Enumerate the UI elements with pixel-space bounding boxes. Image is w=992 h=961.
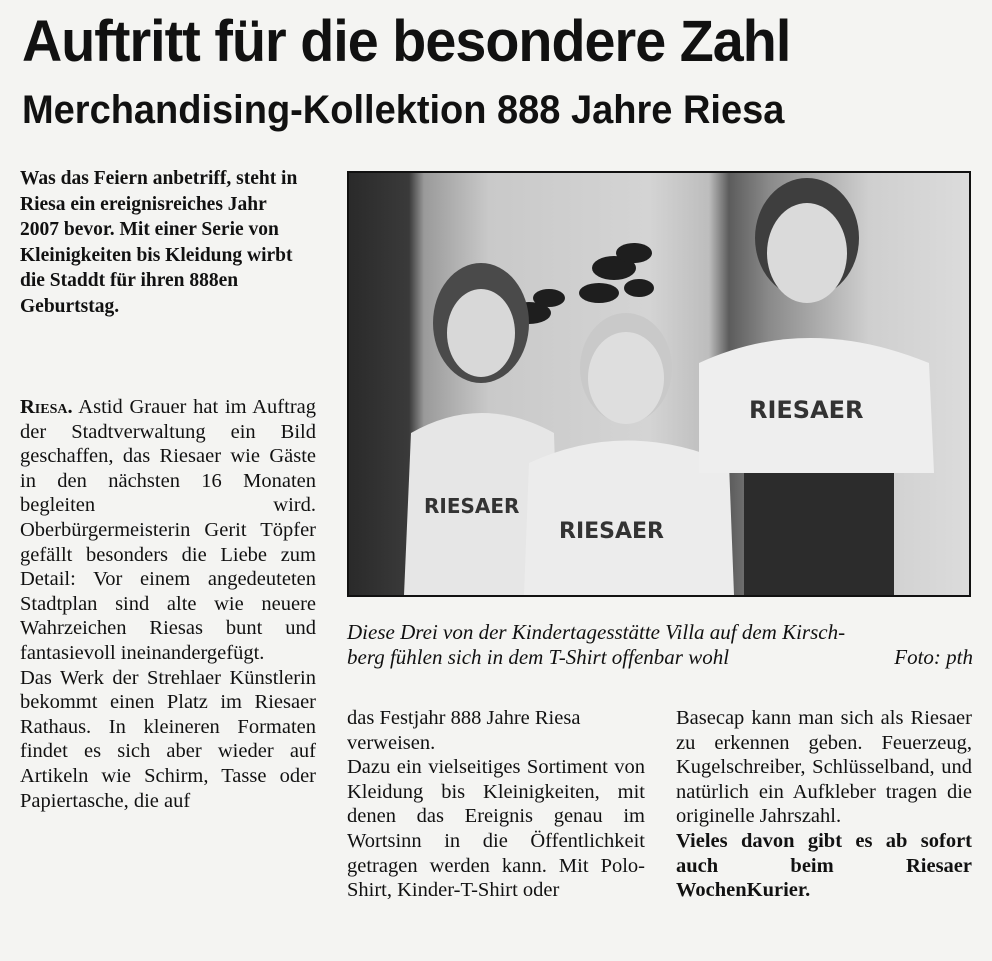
- child-right: [699, 178, 934, 595]
- plant: [507, 243, 654, 324]
- photo-caption: [347, 620, 973, 670]
- caption-line-2-row: [347, 645, 973, 670]
- column-3-paragraph-1: Basecap kann man sich als Riesaer zu erkennen geben. Feuerzeug, Kugelschreiber, Schlüsselband, und natürlich ein Aufkleber tragen die originelle Jahrszahl.: [676, 707, 972, 828]
- caption-line-1: Diese Drei von der Kindertagesstätte Villa auf dem Kirsch-: [347, 620, 846, 644]
- column-3-paragraph-2: Vieles davon gibt es ab sofort auch beim Riesaer WochenKurier.: [676, 829, 972, 902]
- shirt-print-left: RIESAER: [424, 494, 520, 518]
- article-column-1: [20, 395, 316, 813]
- photo-credit: Foto: pth: [894, 645, 973, 669]
- column-2-paragraph-2: Dazu ein vielseitiges Sortiment von Kleidung bis Kleinigkeiten, mit denen das Ereignis genau im Wortsinn in die Öffentlichkeit getragen werden kann. Mit Polo-Shirt, Kinder-T-Shirt oder: [347, 756, 645, 902]
- shirt-print-middle: RIESAER: [559, 519, 664, 544]
- lead-text: Was das Feiern anbetriff, steht in Riesa ein ereignisreiches Jahr 2007 bevor. Mit einer Serie von Kleinigkeiten bis Kleidung wirbt die Staddt für ihren 888en Geburtstag.: [20, 168, 298, 317]
- lead-paragraph: [20, 166, 298, 319]
- article-photo: [347, 171, 971, 597]
- shirt-print-right: RIESAER: [749, 396, 864, 424]
- column-1-text-1: Astid Grauer hat im Auftrag der Stadtverwaltung ein Bild geschaffen, das Riesaer wie Gäste in den nächsten 16 Monaten begleiten wird. Oberbürgermeisterin Gerit Töpfer gefällt besonders die Liebe zum Detail: Vor einem angedeuteten Stadtplan sind alte wie neuere Wahrzeichen Riesas bunt und fantasievoll ineinandergefügt.: [20, 396, 317, 664]
- photo-illustration: [349, 173, 969, 595]
- column-1-paragraph-1: [20, 395, 316, 666]
- caption-line-2: berg fühlen sich in dem T-Shirt offenbar wohl: [347, 645, 730, 669]
- headline: Auftritt für die besondere Zahl: [22, 9, 791, 74]
- article-column-3: [676, 706, 972, 903]
- dateline: Riesa.: [20, 396, 73, 418]
- article-column-2: [347, 706, 645, 903]
- column-2-paragraph-1: das Festjahr 888 Jahre Riesa verweisen.: [347, 707, 581, 754]
- column-1-paragraph-2: Das Werk der Strehlaer Künstlerin bekommt einen Platz im Riesaer Rathaus. In kleineren Formaten findet es sich aber wieder auf Artikeln wie Schirm, Tasse oder Papiertasche, die auf: [20, 666, 316, 812]
- subheadline: Merchandising-Kollektion 888 Jahre Riesa: [22, 88, 785, 132]
